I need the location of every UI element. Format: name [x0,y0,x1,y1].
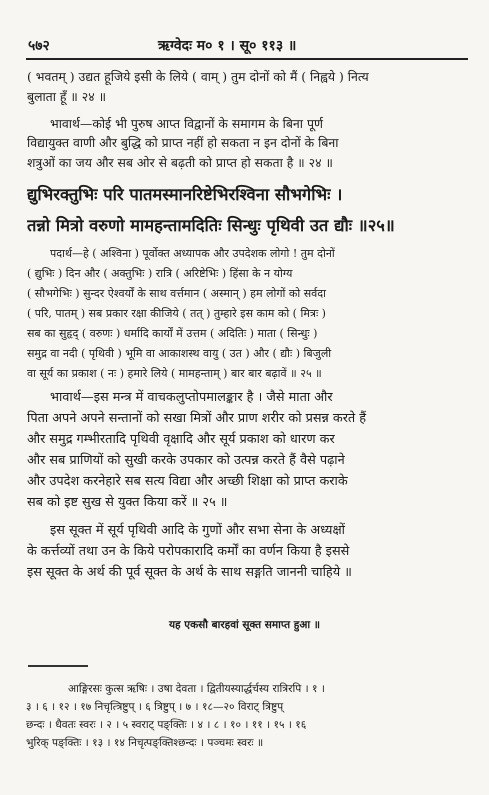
bhavartha-line: और सब प्राणियों को सुखी करके उपकार को उत्पन्न करते हैं वैसे पढ़ाने [27,453,345,468]
header-rule [26,58,468,60]
padartha-line: सब का सुहृद् ( वरुणः ) धर्मादि कार्यों में उत्तम ( अदितिः ) माता ( सिन्धुः ) [27,327,318,340]
body-line: बुलाता हूँ ॥ २४ ॥ [27,89,107,104]
sukta-meta-line: ३ । ६ । १२ । १७ निचृत्त्रिष्टुप् । ६ त्रिष्टुप् । ७ । १८—२० विराट् त्रिष्टुप् [26,701,284,713]
bhavartha-line: और उपदेश करनेहारे सब सत्य विद्या और अच्छी शिक्षा को प्राप्त कराके [27,474,348,489]
section-divider [28,665,88,667]
summary-line: इस सूक्त के अर्थ की पूर्व सूक्त के अर्थ के साथ सङ्गति जाननी चाहिये ॥ [27,565,352,580]
summary-line: के कर्त्तव्यों तथा उन के किये परोपकारादि कर्मों का वर्णन किया है इससे [27,544,350,559]
padartha-line: ( सौभगेभिः ) सुन्दर ऐश्वर्यों के साथ वर्त्तमान ( अस्मान् ) हम लोगों को सर्वदा [27,287,326,300]
padartha-line: ( परि, पातम् ) सब प्रकार रक्षा कीजिये ( तत् ) तुम्हारे इस काम को ( मित्रः ) [27,307,326,320]
mantra-line: द्युभिरक्तुभिः परि पातमस्मानरिष्टेभिरश्विना सौभगेभिः । [27,185,343,204]
body-line: ( भवतम् ) उद्यत हूजिये इसी के लिये ( वाम् ) तुम दोनों को मैं ( निह्वये ) नित्य [27,69,369,84]
padartha-line: पदार्थ—हे ( अश्विना ) पूर्वोक्त अध्यापक और उपदेशक लोगो ! तुम दोनों [50,247,335,260]
body-line: विद्यायुक्त वाणी और बुद्धि को प्राप्त नहीं हो सकता न इन दोनों के बिना [27,135,339,150]
running-title: ऋग्वेदः म० १ । सू० ११३ ॥ [158,38,297,54]
padartha-line: वा सूर्य का प्रकाश ( नः ) हमारे लिये ( मामहन्ताम् ) बार बार बढ़ावें ॥ २५ ॥ [27,367,322,380]
padartha-line: समुद्र वा नदी ( पृथिवी ) भूमि वा आकाशस्थ वायु ( उत ) और ( द्यौः ) बिजुली [27,347,332,360]
sukta-meta-line: छन्दः । धैवतः स्वरः । २ । ५ स्वराट् पङ्क्तिः । ४ । ८ । १० । ११ । १५ । १६ [26,719,307,731]
body-line: भावार्थ—कोई भी पुरुष आप्त विद्वानों के समागम के बिना पूर्ण [50,116,323,131]
bhavartha-line: सब को इष्ट सुख से युक्त किया करें ॥ २५ ॥ [27,495,228,510]
bhavartha-line: और समुद्र गम्भीरतादि पृथिवी वृक्षादि और सूर्य प्रकाश को धारण कर [27,432,335,447]
summary-line: इस सूक्त में सूर्य पृथिवी आदि के गुणों और सभा सेना के अध्यक्षों [50,523,345,538]
sukta-meta-line: भुरिक् पङ्क्तिः । १३ । १४ निचृत्पङ्क्तिश्छन्दः । पञ्चमः स्वरः ॥ [26,737,264,749]
padartha-line: ( द्युभिः ) दिन और ( अक्तुभिः ) रात्रि ( अरिष्टेभिः ) हिंसा के न योग्य [27,267,293,280]
sukta-colophon: यह एकसौ बारहवां सूक्त समाप्त हुआ ॥ [168,619,321,631]
bhavartha-line: पिता अपने अपने सन्तानों को सखा मित्रों और प्राण शरीर को प्रसन्न करते हैं [27,411,367,426]
body-line: शत्रुओं का जय और सब ओर से बढ़ती को प्राप्त हो सकता है ॥ २४ ॥ [27,155,333,170]
mantra-line: तन्नो मित्रो वरुणो मामहन्तामदितिः सिन्धुः पृथिवी उत द्यौः ॥२५॥ [27,216,395,235]
bhavartha-line: भावार्थ—इस मन्त्र में वाचकलुप्तोपमालङ्कार है । जैसे माता और [50,390,333,405]
page-number: ५७२ [28,38,50,54]
sukta-meta-line: आङ्गिरसः कुत्स ऋषिः । उषा देवता । द्वितीयस्यार्द्धर्चस्य रात्रिरपि । १ । [68,683,325,695]
